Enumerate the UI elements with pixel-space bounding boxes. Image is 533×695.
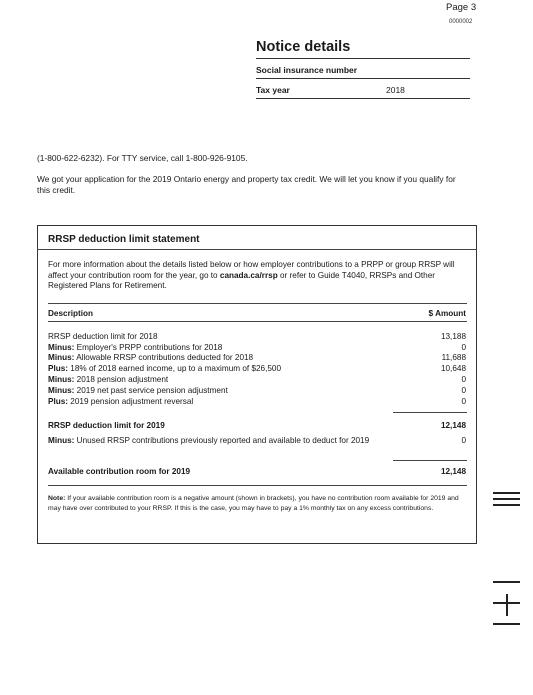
description-header: Description <box>48 309 94 318</box>
row-amount: 0 <box>461 397 466 406</box>
tax-year-value: 2018 <box>386 85 405 95</box>
table-row: RRSP deduction limit for 2018 <box>48 332 158 341</box>
notice-details-title: Notice details <box>256 39 351 55</box>
margin-mark <box>506 594 508 616</box>
limit-2019-label: RRSP deduction limit for 2019 <box>48 421 165 430</box>
title-separator <box>37 249 477 250</box>
table-row: Minus: Employer's PRPP contributions for 2018 <box>48 343 223 352</box>
row-amount: 10,648 <box>440 364 466 373</box>
sin-label: Social insurance number <box>256 65 358 75</box>
document-code: 0000002 <box>449 19 473 25</box>
subtotal-rule <box>393 412 467 413</box>
intro-text: For more information about the details listed below or how employer contributions to a PRPP or group RRSP will affect your contribution room for the year, go to <box>48 260 455 280</box>
rrsp-statement-title: RRSP deduction limit statement <box>48 234 200 245</box>
available-room-label: Available contribution room for 2019 <box>48 467 191 476</box>
note-separator <box>48 485 467 486</box>
total-rule <box>393 460 467 461</box>
margin-mark <box>493 504 520 506</box>
table-row: Plus: 2019 pension adjustment reversal <box>48 397 194 406</box>
unused-contributions-value: 0 <box>461 436 466 445</box>
phone-paragraph: (1-800-622-6232). For TTY service, call 1-800-926-9105. <box>37 153 248 163</box>
table-row: Plus: 18% of 2018 earned income, up to a maximum of $26,500 <box>48 364 282 373</box>
rrsp-link[interactable]: canada.ca/rrsp <box>219 270 278 280</box>
tax-year-rule <box>256 98 470 99</box>
tax-year-label: Tax year <box>256 85 290 95</box>
row-amount: 13,188 <box>440 332 466 341</box>
margin-mark <box>493 492 520 494</box>
row-amount: 0 <box>461 375 466 384</box>
table-row: Minus: 2018 pension adjustment <box>48 375 169 384</box>
amount-header: $ Amount <box>428 309 466 318</box>
intro-text-end: or refer to Guide T4040, RRSPs and Other Registered Plans for Retirement. <box>48 270 436 290</box>
unused-contributions-row: Minus: Unused RRSP contributions previously reported and available to deduct for 2019 <box>48 436 370 445</box>
note-paragraph: Note: If your available contribution room is a negative amount (shown in brackets), you have no contribution room available for 2019 and may have over contributed to your RRSP. If this is the case, you may have to pay a 1% monthly tax on any excess contributions. <box>48 495 459 512</box>
page-number: Page 3 <box>446 2 477 13</box>
row-amount: 11,688 <box>441 353 466 362</box>
sin-rule <box>256 78 470 79</box>
ontario-credit-paragraph: We got your application for the 2019 Ontario energy and property tax credit. We will let you know if you qualify for this credit. <box>37 174 456 195</box>
row-amount: 0 <box>461 386 466 395</box>
table-row: Minus: 2019 net past service pension adjustment <box>48 386 228 395</box>
header-top-rule <box>48 303 467 304</box>
header-bottom-rule <box>48 321 467 322</box>
available-room-value: 12,148 <box>440 467 466 476</box>
margin-mark <box>493 498 520 500</box>
limit-2019-value: 12,148 <box>440 421 466 430</box>
margin-mark <box>493 623 520 625</box>
margin-mark <box>493 581 520 583</box>
table-row: Minus: Allowable RRSP contributions deducted for 2018 <box>48 353 254 362</box>
row-amount: 0 <box>461 343 466 352</box>
rrsp-intro <box>48 260 468 292</box>
notice-details-rule <box>256 58 470 59</box>
